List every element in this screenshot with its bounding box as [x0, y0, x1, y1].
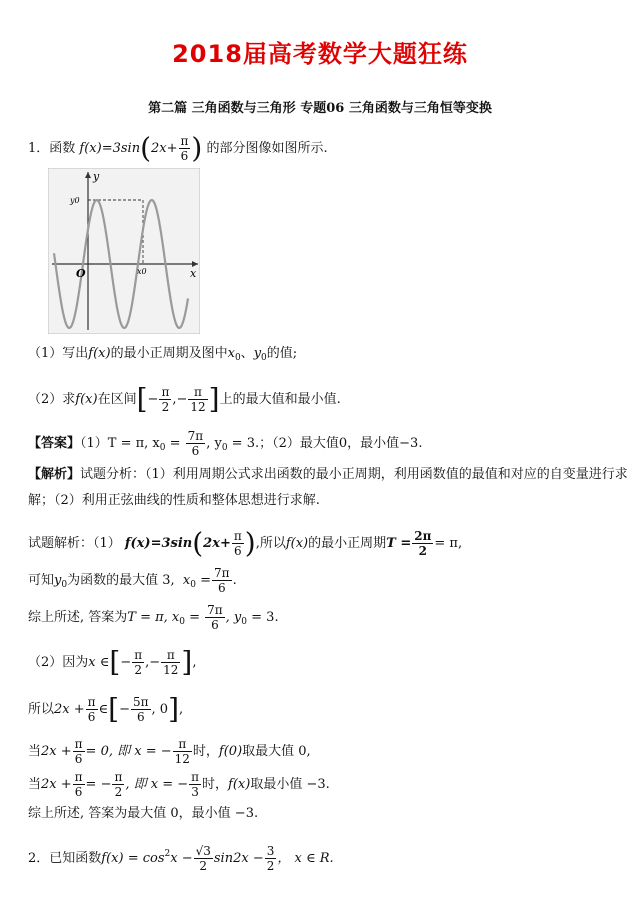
- solution-line-1: 试题解析：（1） f(x)=3sin(2x+ $\frac{\pi}{6}$ ),所以f(x)的最小正周期T = $\frac{2\pi}{2}$ = π,: [28, 526, 463, 560]
- solution-line-3: 综上所述, 答案为T = π, $x_0$ = $\frac{7\pi}{6}$ , $y_0 = 3$.: [28, 603, 279, 632]
- x0-label: x0: [137, 267, 147, 276]
- analysis-line-1: 【解析】试题分析：（1）利用周期公式求出函数的最小正周期，利用函数值的最值和对应的自变量进行求: [28, 467, 628, 482]
- solution-line-7: 当2x + $\frac{\pi}{6}$ = − $\frac{\pi}{2}$ , 即 x = − $\frac{\pi}{3}$ 时，f(x)取最小值 −3.: [28, 770, 330, 799]
- solution-line-2: 可知$y_0$为函数的最大值 3, $x_0$ = $\frac{7\pi}{6}$ .: [28, 566, 237, 595]
- question-1: （1）写出f(x)的最小正周期及图中$x_0$、$y_0$的值;: [28, 346, 298, 363]
- sine-graph: [48, 168, 200, 334]
- solution-line-6: 当2x + $\frac{\pi}{6}$ = 0, 即 x = − $\frac{\pi}{12}$ 时，f(0)取最大值 0,: [28, 737, 311, 766]
- solution-line-8: 综上所述, 答案为最大值 0，最小值 −3.: [28, 806, 259, 821]
- problem2-stem: 2．已知函数$f(x) = \cos^2x$ − $\frac{√3}{2}$ sin2x − $\frac{3}{2}$ ， x ∈ R.: [28, 844, 334, 873]
- origin-label: O: [76, 267, 86, 280]
- page-subtitle: 第二篇 三角函数与三角形 专题06 三角函数与三角恒等变换: [148, 101, 492, 116]
- solution-line-4: （2）因为x ∈[− $\frac{\pi}{2}$ ,− $\frac{\pi}{12}$ ],: [28, 645, 197, 679]
- y-axis-label: y: [93, 170, 100, 183]
- solution-line-5: 所以2x + $\frac{\pi}{6}$ ∈[− $\frac{5\pi}{6}$ , 0],: [28, 692, 184, 726]
- question-2: （2）求f(x)在区间[− $\frac{\pi}{2}$ ,− $\frac{\pi}{12}$ ]上的最大值和最小值.: [28, 382, 341, 416]
- analysis-line-2: 解；（2）利用正弦曲线的性质和整体思想进行求解.: [28, 493, 320, 508]
- y0-label: y0: [70, 196, 80, 205]
- problem1-stem: 1．函数 f(x)=3sin(2x+ $\frac{\pi}{6}$ ) 的部分图像如图所示.: [28, 131, 328, 165]
- x-axis-label: x: [190, 267, 197, 280]
- page-title: 2018届高考数学大题狂练: [172, 40, 468, 68]
- answer-line: 【答案】（1）T = π, $x_0$ = $\frac{7\pi}{6}$ , $y_0 = 3$.；（2）最大值0，最小值−3.: [28, 429, 423, 458]
- fraction-pi-6: $\frac{\pi}{6}$: [180, 134, 189, 163]
